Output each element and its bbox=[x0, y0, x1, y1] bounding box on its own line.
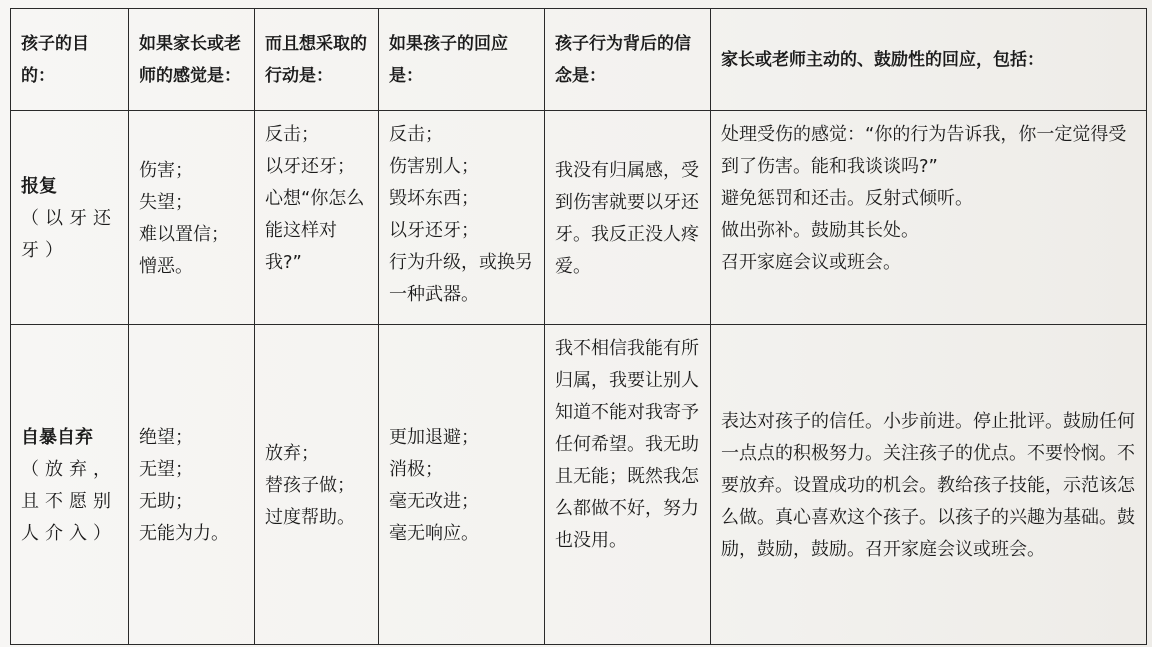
response-item: 反击； bbox=[389, 124, 443, 145]
encouragement-cell bbox=[711, 111, 1147, 325]
action-item: 反击； bbox=[265, 124, 319, 145]
feeling-item: 无能为力。 bbox=[139, 522, 229, 544]
feeling-item: 无助； bbox=[139, 490, 193, 512]
feeling-item: 无望； bbox=[139, 458, 193, 480]
encouragement-item: 表达对孩子的信任。小步前进。停止批评。鼓励任何一点点的积极努力。关注孩子的优点。不要怜悯。不要放弃。设置成功的机会。教给孩子技能，示范该怎么做。真心喜欢这个孩子。以孩子的兴趣为基础。鼓励，鼓励，鼓励。召开家庭会议或班会。 bbox=[721, 410, 1135, 560]
response-item: 毫无响应。 bbox=[389, 522, 479, 544]
header-adult-action: 而且想采取的行动是： bbox=[255, 9, 379, 111]
header-adult-feeling: 如果家长或老师的感觉是： bbox=[129, 9, 255, 111]
action-item: 放弃； bbox=[265, 442, 319, 464]
belief-cell: 我不相信我能有所归属，我要让别人知道不能对我寄予任何希望。我无助且无能；既然我怎么都做不好，努力也没用。 bbox=[545, 325, 711, 645]
goal-name: 报复 bbox=[21, 175, 57, 197]
encouragement-item: 避免惩罚和还击。反射式倾听。 bbox=[721, 188, 973, 209]
response-item: 以牙还牙； bbox=[389, 220, 479, 241]
feelings-cell bbox=[129, 325, 255, 645]
header-encouraging-response: 家长或老师主动的、鼓励性的回应，包括： bbox=[711, 9, 1147, 111]
table-row-revenge bbox=[11, 111, 1147, 325]
encouragement-item: 召开家庭会议或班会。 bbox=[721, 252, 901, 273]
feelings-cell bbox=[129, 111, 255, 325]
action-item: 心想“你怎么能这样对我?” bbox=[265, 188, 365, 273]
feeling-item: 失望； bbox=[139, 191, 193, 213]
header-child-goal: 孩子的目的： bbox=[11, 9, 129, 111]
response-item: 消极； bbox=[389, 458, 443, 480]
action-item: 以牙还牙； bbox=[265, 156, 355, 177]
table-header-row bbox=[11, 9, 1147, 111]
response-item: 行为升级，或换另一种武器。 bbox=[389, 252, 533, 305]
goal-note: （放弃，且不愿别人介入） bbox=[21, 458, 117, 544]
goal-cell bbox=[11, 111, 129, 325]
mistaken-goals-table bbox=[10, 8, 1147, 645]
response-item: 毁坏东西； bbox=[389, 188, 479, 209]
action-item: 替孩子做； bbox=[265, 474, 355, 496]
responses-cell bbox=[379, 111, 545, 325]
encouragement-item: 做出弥补。鼓励其长处。 bbox=[721, 220, 919, 241]
table-row-despair bbox=[11, 325, 1147, 645]
header-child-response: 如果孩子的回应是： bbox=[379, 9, 545, 111]
response-item: 伤害别人； bbox=[389, 156, 479, 177]
feeling-item: 难以置信； bbox=[139, 223, 229, 245]
feeling-item: 绝望； bbox=[139, 426, 193, 448]
actions-cell bbox=[255, 325, 379, 645]
feeling-item: 憎恶。 bbox=[139, 255, 193, 277]
response-item: 更加退避； bbox=[389, 426, 479, 448]
encouragement-cell bbox=[711, 325, 1147, 645]
encouragement-item: 处理受伤的感觉：“你的行为告诉我，你一定觉得受到了伤害。能和我谈谈吗?” bbox=[721, 124, 1127, 177]
goal-cell bbox=[11, 325, 129, 645]
goal-note: （以牙还牙） bbox=[21, 207, 117, 261]
responses-cell bbox=[379, 325, 545, 645]
header-child-belief: 孩子行为背后的信念是： bbox=[545, 9, 711, 111]
goal-name: 自暴自弃 bbox=[21, 426, 93, 448]
actions-cell bbox=[255, 111, 379, 325]
feeling-item: 伤害； bbox=[139, 159, 193, 181]
action-item: 过度帮助。 bbox=[265, 506, 355, 528]
response-item: 毫无改进； bbox=[389, 490, 479, 512]
belief-cell: 我没有归属感，受到伤害就要以牙还牙。我反正没人疼爱。 bbox=[545, 111, 711, 325]
